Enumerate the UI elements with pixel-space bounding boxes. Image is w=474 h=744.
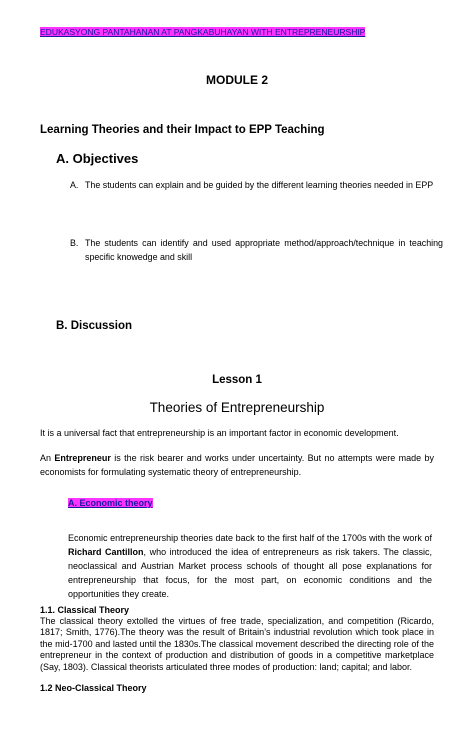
lesson-title: Theories of Entrepreneurship [149, 400, 325, 415]
economic-text-pre: Economic entrepreneurship theories date back to the first half of the 1700s with the work of [68, 533, 432, 543]
classical-theory-paragraph: The classical theory extolled the virtues of free trade, specialization, and competition (Ricardo, 1817; Smith, 1776).The theory was the result of Britain’s industrial revolution which took place in the mid-1700 and lasted until the 1830s.The classical movement described the directing role of the entrepreneur in the context of production and distribution of goods in a competitive marketplace (Say, 1803). Classical theorists articulated three modes of production: land; capital; and labor. [40, 616, 434, 672]
definition-text-pre: An [40, 453, 55, 463]
objectives-heading: A. Objectives [56, 151, 139, 166]
objective-item [70, 178, 443, 208]
running-header [40, 27, 365, 37]
cantillon-name: Richard Cantillon [68, 547, 144, 557]
definition-text-post: is the risk bearer and works under uncertainty. But no attempts were made by economists for formulating systematic theory of entrepreneurship. [40, 453, 434, 477]
neo-classical-theory-heading: 1.2 Neo-Classical Theory [40, 683, 147, 693]
objective-text: The students can explain and be guided by the different learning theories needed in EPP [85, 180, 434, 190]
economic-theory-heading [68, 498, 153, 508]
module-title: MODULE 2 [205, 73, 268, 87]
economic-theory-paragraph [68, 531, 432, 601]
economic-text-post: , who introduced the idea of entrepreneurs as risk takers. The classic, neoclassical and Austrian Market process schools of thought all pose explanations for entrepreneurship that focus, for the most part, on economic conditions and the opportunities they create. [68, 547, 432, 599]
topic-title: Learning Theories and their Impact to EPP Teaching [40, 124, 325, 136]
classical-theory-heading: 1.1. Classical Theory [40, 605, 130, 615]
entrepreneur-definition [40, 451, 434, 479]
objective-item [70, 236, 443, 266]
discussion-heading: B. Discussion [56, 320, 133, 332]
objective-text: The students can identify and used appropriate method/approach/technique in teaching specific knowedge and skill [85, 238, 443, 262]
objective-marker: B. [70, 238, 79, 248]
lesson-label: Lesson 1 [212, 374, 262, 386]
economic-theory-heading-text: A. Economic theory [68, 498, 153, 508]
header-text: EDUKASYONG PANTAHANAN AT PANGKABUHAYAN WITH ENTREPRENEURSHIP [40, 27, 366, 37]
objective-marker: A. [70, 180, 79, 190]
entrepreneur-term: Entrepreneur [54, 453, 111, 463]
intro-paragraph: It is a universal fact that entrepreneurship is an important factor in economic development. [40, 428, 399, 438]
